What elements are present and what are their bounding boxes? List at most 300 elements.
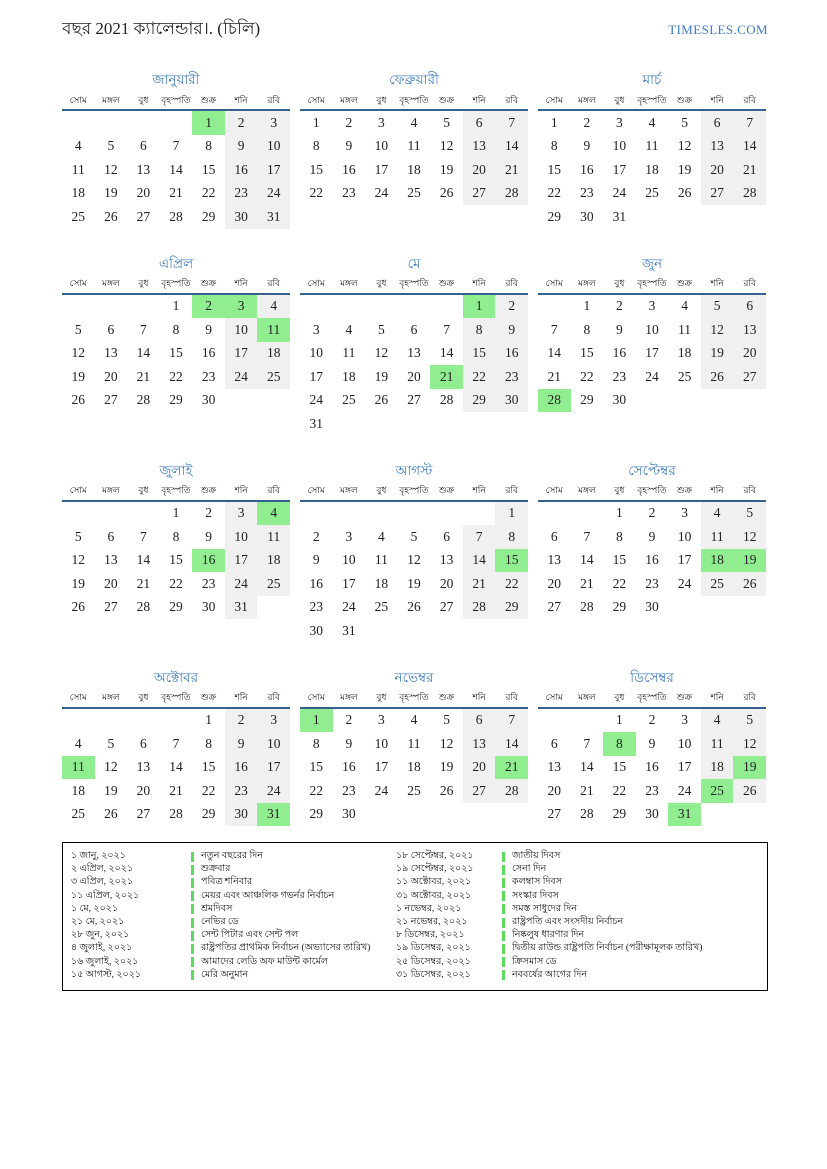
- month-days-grid: [538, 482, 766, 620]
- day-cell: 5: [701, 295, 734, 319]
- day-cell: 10: [677, 735, 692, 751]
- day-cell: 7: [583, 528, 591, 544]
- empty-cell: [430, 412, 463, 436]
- legend-item: [71, 876, 396, 889]
- day-cell: 3: [648, 298, 656, 314]
- weekday-header: সোম: [300, 91, 333, 111]
- day-cell: 22: [580, 368, 594, 384]
- day-cell: 13: [136, 759, 151, 775]
- day-cell: 27: [463, 779, 496, 803]
- day-cell: 6: [463, 111, 496, 135]
- month-days-grid: [538, 689, 766, 827]
- empty-cell: [127, 295, 160, 319]
- legend-label: নতুন বছরের দিন: [201, 851, 263, 862]
- legend-label: সংস্কার দিবস: [512, 890, 559, 901]
- legend-marker-icon: [191, 970, 194, 980]
- day-cell: 4: [257, 295, 290, 319]
- legend-label: দ্বিতীয় রাউন্ড রাষ্ট্রপতি নির্বাচন (পরীক্ষামূলক তারিখ): [512, 943, 703, 954]
- month-4: [62, 255, 290, 413]
- day-cell: 27: [547, 599, 562, 615]
- legend-marker-icon: [502, 918, 505, 928]
- month-2: [300, 71, 528, 205]
- day-cell: 20: [547, 782, 562, 798]
- day-cell: 24: [374, 185, 389, 201]
- day-cell: 25: [257, 572, 290, 596]
- weekday-header: সোম: [62, 482, 95, 502]
- day-cell: 13: [701, 135, 734, 159]
- legend-item: [71, 929, 396, 942]
- day-cell: 19: [71, 368, 86, 384]
- day-cell: 23: [201, 575, 216, 591]
- legend-date: ১৫ আগস্ট, ২০২১: [71, 969, 142, 980]
- day-cell: 26: [439, 185, 454, 201]
- day-cell: 4: [345, 321, 353, 337]
- day-cell: 8: [172, 321, 180, 337]
- day-cell: 15: [495, 549, 528, 573]
- day-cell: 12: [71, 345, 86, 361]
- day-cell: 21: [580, 575, 594, 591]
- day-cell: 19: [677, 161, 692, 177]
- day-cell: 3: [225, 502, 258, 526]
- day-cell: 26: [104, 806, 118, 822]
- day-cell: 2: [225, 111, 258, 135]
- empty-cell: [463, 502, 496, 526]
- month-8: [300, 462, 528, 643]
- day-cell: 25: [71, 208, 86, 224]
- page-header: [62, 16, 768, 44]
- legend-label: আমাদের লেডি অফ মাউন্ট কার্মেল: [201, 956, 328, 967]
- weekday-header: রবি: [257, 91, 290, 111]
- legend-item: [71, 903, 396, 916]
- day-cell: 31: [668, 803, 701, 827]
- day-cell: 16: [342, 161, 356, 177]
- legend-label: ক্রিসমাস ডে: [512, 956, 557, 967]
- day-cell: 15: [580, 345, 594, 361]
- day-cell: 3: [681, 712, 688, 728]
- empty-cell: [160, 709, 193, 733]
- day-cell: 25: [257, 365, 290, 389]
- day-cell: 28: [169, 208, 183, 224]
- day-cell: 11: [678, 321, 692, 337]
- day-cell: 21: [169, 185, 183, 201]
- day-cell: 1: [205, 712, 212, 728]
- day-cell: 16: [495, 342, 528, 366]
- day-cell: 27: [136, 806, 151, 822]
- day-cell: 25: [342, 392, 356, 408]
- day-cell: 10: [342, 552, 356, 568]
- day-cell: 17: [342, 575, 356, 591]
- day-cell: 23: [342, 782, 356, 798]
- day-cell: 23: [580, 185, 594, 201]
- weekday-header: মঙ্গল: [333, 275, 366, 295]
- legend-item: [396, 942, 759, 955]
- day-cell: 7: [140, 321, 147, 337]
- day-cell: 2: [345, 114, 353, 130]
- empty-cell: [300, 295, 333, 319]
- weekday-header: মঙ্গল: [95, 275, 128, 295]
- month-title: এপ্রিল: [158, 255, 194, 271]
- day-cell: 15: [612, 552, 627, 568]
- empty-cell: [398, 412, 431, 436]
- legend-label: রাষ্ট্রপতি এবং সংসদীয় নির্বাচন: [512, 917, 624, 928]
- day-cell: 31: [257, 205, 290, 229]
- legend-marker-icon: [502, 891, 505, 901]
- day-cell: 29: [612, 806, 627, 822]
- day-cell: 15: [201, 759, 216, 775]
- weekday-header: বৃহস্পতি: [636, 91, 669, 111]
- day-cell: 25: [677, 368, 692, 384]
- weekday-header: বৃহস্পতি: [160, 482, 193, 502]
- month-days-grid: [62, 689, 290, 827]
- empty-cell: [733, 205, 766, 229]
- legend-date: ১৮ সেপ্টেম্বর, ২০২১: [396, 851, 474, 862]
- day-cell: 21: [580, 782, 594, 798]
- day-cell: 25: [374, 599, 389, 615]
- month-days-grid: [538, 275, 766, 413]
- day-cell: 6: [701, 111, 734, 135]
- empty-cell: [668, 205, 701, 229]
- day-cell: 6: [463, 709, 496, 733]
- month-days-grid: [62, 482, 290, 620]
- legend-marker-icon: [191, 865, 194, 875]
- day-cell: 25: [645, 185, 659, 201]
- day-cell: 13: [547, 552, 562, 568]
- weekday-header: মঙ্গল: [571, 275, 604, 295]
- day-cell: 13: [463, 732, 496, 756]
- legend-item: [396, 876, 759, 889]
- weekday-header: রবি: [733, 91, 766, 111]
- weekday-header: মঙ্গল: [333, 689, 366, 709]
- weekday-header: শনি: [225, 91, 258, 111]
- day-cell: 21: [136, 575, 151, 591]
- weekday-header: সোম: [62, 91, 95, 111]
- day-cell: 20: [407, 368, 421, 384]
- day-cell: 30: [495, 389, 528, 413]
- day-cell: 5: [410, 528, 418, 544]
- day-cell: 7: [463, 525, 496, 549]
- empty-cell: [160, 111, 193, 135]
- legend-date: ১ মে, ২০২১: [71, 903, 119, 914]
- day-cell: 18: [342, 368, 356, 384]
- day-cell: 22: [612, 575, 627, 591]
- weekday-header: বুধ: [365, 275, 398, 295]
- day-cell: 30: [580, 208, 594, 224]
- day-cell: 24: [374, 782, 389, 798]
- day-cell: 1: [172, 298, 180, 314]
- weekday-header: মঙ্গল: [571, 91, 604, 111]
- legend-date: ১৯ সেপ্টেম্বর, ২০২১: [396, 864, 474, 875]
- day-cell: 3: [312, 321, 320, 337]
- day-cell: 26: [733, 779, 766, 803]
- day-cell: 5: [733, 709, 766, 733]
- legend-date: ১১ এপ্রিল, ২০২১: [71, 890, 140, 901]
- day-cell: 28: [733, 182, 766, 206]
- day-cell: 16: [645, 759, 659, 775]
- day-cell: 6: [733, 295, 766, 319]
- day-cell: 11: [645, 138, 659, 154]
- day-cell: 23: [225, 779, 258, 803]
- day-cell: 24: [612, 185, 627, 201]
- weekday-header: শনি: [225, 689, 258, 709]
- month-10: [62, 669, 290, 827]
- day-cell: 8: [583, 321, 591, 337]
- legend-marker-icon: [191, 957, 194, 967]
- month-title: আগস্ট: [395, 462, 433, 478]
- day-cell: 16: [309, 575, 324, 591]
- day-cell: 24: [257, 182, 290, 206]
- day-cell: 10: [374, 735, 389, 751]
- day-cell: 16: [612, 345, 627, 361]
- weekday-header: বৃহস্পতি: [398, 482, 431, 502]
- day-cell: 14: [463, 549, 496, 573]
- month-9: [538, 462, 766, 620]
- day-cell: 16: [580, 161, 594, 177]
- weekday-header: বুধ: [365, 482, 398, 502]
- legend-item: [396, 863, 759, 876]
- weekday-header: বুধ: [365, 91, 398, 111]
- day-cell: 18: [71, 782, 86, 798]
- weekday-header: বুধ: [127, 275, 160, 295]
- empty-cell: [62, 709, 95, 733]
- empty-cell: [300, 502, 333, 526]
- day-cell: 3: [257, 111, 290, 135]
- day-cell: 10: [225, 318, 258, 342]
- day-cell: 9: [345, 138, 353, 154]
- weekday-header: বৃহস্পতি: [398, 689, 431, 709]
- day-cell: 16: [201, 345, 216, 361]
- empty-cell: [668, 389, 701, 413]
- empty-cell: [668, 596, 701, 620]
- legend-item: [71, 916, 396, 929]
- empty-cell: [365, 295, 398, 319]
- legend-date: ১ নভেম্বর, ২০২১: [396, 903, 462, 914]
- day-cell: 10: [677, 528, 692, 544]
- day-cell: 14: [136, 345, 151, 361]
- day-cell: 15: [169, 345, 183, 361]
- weekday-header: বৃহস্পতি: [636, 275, 669, 295]
- day-cell: 12: [104, 161, 118, 177]
- day-cell: 12: [71, 552, 86, 568]
- legend-date: ২৫ ডিসেম্বর, ২০২১: [396, 956, 471, 967]
- weekday-header: শুক্র: [192, 482, 225, 502]
- day-cell: 21: [495, 158, 528, 182]
- weekday-header: রবি: [257, 275, 290, 295]
- day-cell: 27: [463, 182, 496, 206]
- day-cell: 22: [169, 368, 183, 384]
- day-cell: 22: [463, 365, 496, 389]
- weekday-header: মঙ্গল: [333, 482, 366, 502]
- legend-date: ৮ ডিসেম্বর, ২০২১: [396, 930, 465, 941]
- empty-cell: [127, 111, 160, 135]
- day-cell: 10: [374, 138, 389, 154]
- day-cell: 7: [495, 111, 528, 135]
- day-cell: 19: [701, 342, 734, 366]
- day-cell: 15: [612, 759, 627, 775]
- day-cell: 21: [169, 782, 183, 798]
- day-cell: 1: [463, 295, 496, 319]
- month-days-grid: [300, 91, 528, 205]
- weekday-header: রবি: [495, 689, 528, 709]
- day-cell: 10: [612, 138, 627, 154]
- day-cell: 28: [169, 806, 183, 822]
- day-cell: 12: [407, 552, 421, 568]
- day-cell: 30: [309, 622, 324, 638]
- weekday-header: শনি: [463, 275, 496, 295]
- empty-cell: [463, 803, 496, 827]
- day-cell: 22: [309, 185, 324, 201]
- weekday-header: সোম: [62, 689, 95, 709]
- day-cell: 9: [225, 135, 258, 159]
- day-cell: 22: [495, 572, 528, 596]
- day-cell: 4: [74, 735, 82, 751]
- legend-label: সমস্ত সাধুদের দিন: [512, 903, 577, 914]
- legend-marker-icon: [502, 931, 505, 941]
- empty-cell: [398, 803, 431, 827]
- month-title: জুন: [641, 255, 663, 271]
- day-cell: 14: [495, 732, 528, 756]
- day-cell: 19: [439, 161, 454, 177]
- day-cell: 19: [71, 575, 86, 591]
- legend-marker-icon: [191, 904, 194, 914]
- day-cell: 31: [225, 596, 258, 620]
- month-11: [300, 669, 528, 827]
- weekday-header: সোম: [300, 482, 333, 502]
- weekday-header: বৃহস্পতি: [160, 275, 193, 295]
- day-cell: 26: [71, 599, 86, 615]
- day-cell: 19: [439, 759, 454, 775]
- day-cell: 28: [495, 182, 528, 206]
- empty-cell: [257, 389, 290, 413]
- day-cell: 27: [104, 599, 118, 615]
- day-cell: 13: [104, 552, 118, 568]
- day-cell: 27: [733, 365, 766, 389]
- day-cell: 2: [345, 712, 353, 728]
- empty-cell: [398, 619, 431, 643]
- day-cell: 21: [136, 368, 151, 384]
- day-cell: 24: [225, 572, 258, 596]
- day-cell: 26: [104, 208, 118, 224]
- day-cell: 26: [733, 572, 766, 596]
- day-cell: 18: [71, 185, 86, 201]
- day-cell: 7: [550, 321, 558, 337]
- empty-cell: [62, 502, 95, 526]
- day-cell: 25: [407, 782, 421, 798]
- legend-item: [71, 850, 396, 863]
- day-cell: 19: [407, 575, 421, 591]
- weekday-header: মঙ্গল: [95, 689, 128, 709]
- day-cell: 12: [677, 138, 692, 154]
- legend-label: জাতীয় দিবস: [512, 851, 561, 862]
- day-cell: 16: [192, 549, 225, 573]
- day-cell: 16: [342, 759, 356, 775]
- weekday-header: শুক্র: [192, 275, 225, 295]
- day-cell: 15: [309, 759, 324, 775]
- day-cell: 18: [257, 342, 290, 366]
- day-cell: 3: [378, 114, 385, 130]
- weekday-header: রবি: [733, 275, 766, 295]
- legend-item: [396, 969, 759, 982]
- day-cell: 13: [547, 759, 562, 775]
- day-cell: 28: [463, 596, 496, 620]
- day-cell: 10: [225, 525, 258, 549]
- day-cell: 2: [192, 295, 225, 319]
- legend-label: শ্রমদিবস: [201, 903, 233, 914]
- month-title: জুলাই: [159, 462, 193, 478]
- day-cell: 20: [463, 756, 496, 780]
- day-cell: 29: [463, 389, 496, 413]
- day-cell: 18: [645, 161, 659, 177]
- day-cell: 18: [677, 345, 692, 361]
- day-cell: 21: [463, 572, 496, 596]
- day-cell: 7: [583, 735, 591, 751]
- brand-link[interactable]: TIMESLES.COM: [668, 22, 768, 37]
- day-cell: 12: [374, 345, 389, 361]
- legend-date: ২ এপ্রিল, ২০২১: [71, 864, 134, 875]
- day-cell: 29: [309, 806, 324, 822]
- weekday-header: শুক্র: [668, 482, 701, 502]
- weekday-header: শুক্র: [430, 689, 463, 709]
- day-cell: 1: [583, 298, 591, 314]
- legend-label: মেয়র এবং আঞ্চলিক গভর্নর নির্বাচন: [201, 890, 335, 901]
- empty-cell: [538, 295, 571, 319]
- day-cell: 8: [616, 528, 623, 544]
- day-cell: 6: [550, 735, 558, 751]
- weekday-header: বৃহস্পতি: [636, 482, 669, 502]
- legend-item: [71, 969, 396, 982]
- weekday-header: শনি: [701, 482, 734, 502]
- holiday-legend: [62, 842, 768, 991]
- empty-cell: [127, 709, 160, 733]
- day-cell: 25: [701, 779, 734, 803]
- day-cell: 9: [312, 552, 320, 568]
- weekday-header: মঙ্গল: [571, 482, 604, 502]
- day-cell: 20: [104, 575, 118, 591]
- legend-item: [71, 863, 396, 876]
- day-cell: 11: [374, 552, 388, 568]
- day-cell: 3: [257, 709, 290, 733]
- day-cell: 12: [439, 735, 454, 751]
- day-cell: 7: [495, 709, 528, 733]
- day-cell: 21: [430, 365, 463, 389]
- day-cell: 30: [225, 205, 258, 229]
- month-title: নভেম্বর: [394, 669, 434, 685]
- weekday-header: শুক্র: [430, 275, 463, 295]
- weekday-header: শুক্র: [668, 91, 701, 111]
- month-title: অক্টোবর: [153, 669, 199, 685]
- day-cell: 5: [733, 502, 766, 526]
- month-title: ফেব্রুয়ারী: [389, 72, 439, 87]
- day-cell: 5: [74, 528, 82, 544]
- day-cell: 13: [463, 135, 496, 159]
- day-cell: 30: [342, 806, 356, 822]
- day-cell: 6: [443, 528, 450, 544]
- weekday-header: সোম: [538, 482, 571, 502]
- day-cell: 20: [463, 158, 496, 182]
- day-cell: 15: [309, 161, 324, 177]
- day-cell: 29: [612, 599, 627, 615]
- day-cell: 8: [603, 732, 636, 756]
- day-cell: 8: [550, 138, 558, 154]
- weekday-header: বুধ: [603, 91, 636, 111]
- day-cell: 20: [104, 368, 118, 384]
- legend-marker-icon: [502, 852, 505, 862]
- legend-label: নববর্ষের আগের দিন: [512, 969, 588, 980]
- day-cell: 19: [104, 782, 118, 798]
- month-title: মার্চ: [642, 72, 662, 87]
- day-cell: 17: [645, 345, 659, 361]
- day-cell: 24: [309, 392, 324, 408]
- day-cell: 11: [407, 138, 421, 154]
